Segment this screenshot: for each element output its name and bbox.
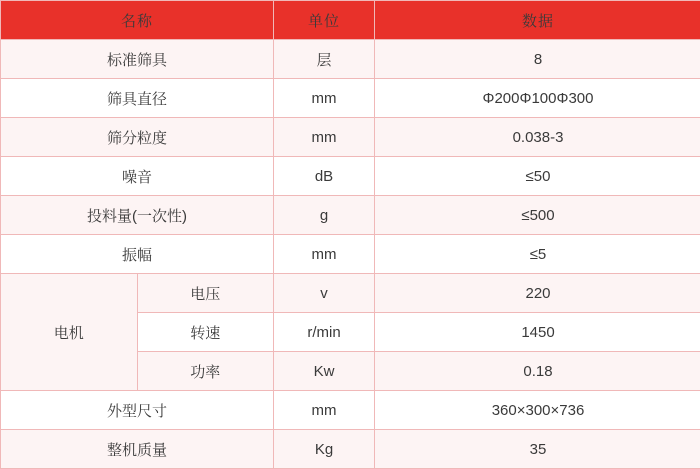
table-header	[1, 1, 700, 40]
cell-name: 整机质量	[1, 430, 274, 469]
cell-unit: v	[274, 274, 375, 313]
cell-unit: g	[274, 196, 375, 235]
cell-name: 标准筛具	[1, 40, 274, 79]
cell-unit: mm	[274, 235, 375, 274]
table-row	[1, 196, 700, 235]
cell-name: 筛具直径	[1, 79, 274, 118]
table-body	[1, 40, 700, 469]
table-row	[1, 79, 700, 118]
cell-motor-sub-name: 转速	[137, 313, 274, 352]
cell-data: 35	[375, 430, 700, 469]
cell-motor-group-label: 电机	[1, 274, 138, 391]
table-row	[1, 118, 700, 157]
table-row	[1, 157, 700, 196]
cell-motor-sub-name: 电压	[137, 274, 274, 313]
cell-data: 220	[375, 274, 700, 313]
cell-data: ≤5	[375, 235, 700, 274]
cell-unit: 层	[274, 40, 375, 79]
table-row	[1, 430, 700, 469]
cell-unit: Kg	[274, 430, 375, 469]
cell-data: 360×300×736	[375, 391, 700, 430]
column-header-name: 名称	[1, 1, 274, 40]
cell-unit: mm	[274, 118, 375, 157]
cell-data: 0.18	[375, 352, 700, 391]
cell-unit: mm	[274, 391, 375, 430]
table-row	[1, 40, 700, 79]
table-row	[1, 235, 700, 274]
cell-unit: r/min	[274, 313, 375, 352]
cell-data: ≤50	[375, 157, 700, 196]
cell-data: 1450	[375, 313, 700, 352]
cell-unit: Kw	[274, 352, 375, 391]
cell-unit: mm	[274, 79, 375, 118]
column-header-unit: 单位	[274, 1, 375, 40]
cell-name: 外型尺寸	[1, 391, 274, 430]
table-header-row	[1, 1, 700, 40]
cell-data: 0.038-3	[375, 118, 700, 157]
cell-name: 振幅	[1, 235, 274, 274]
cell-motor-sub-name: 功率	[137, 352, 274, 391]
cell-unit: dB	[274, 157, 375, 196]
column-header-data: 数据	[375, 1, 700, 40]
cell-data: 8	[375, 40, 700, 79]
cell-name: 投料量(一次性)	[1, 196, 274, 235]
table-row	[1, 391, 700, 430]
cell-data: ≤500	[375, 196, 700, 235]
table-row-motor-voltage	[1, 274, 700, 313]
cell-name: 筛分粒度	[1, 118, 274, 157]
cell-data: Φ200Φ100Φ300	[375, 79, 700, 118]
cell-name: 噪音	[1, 157, 274, 196]
